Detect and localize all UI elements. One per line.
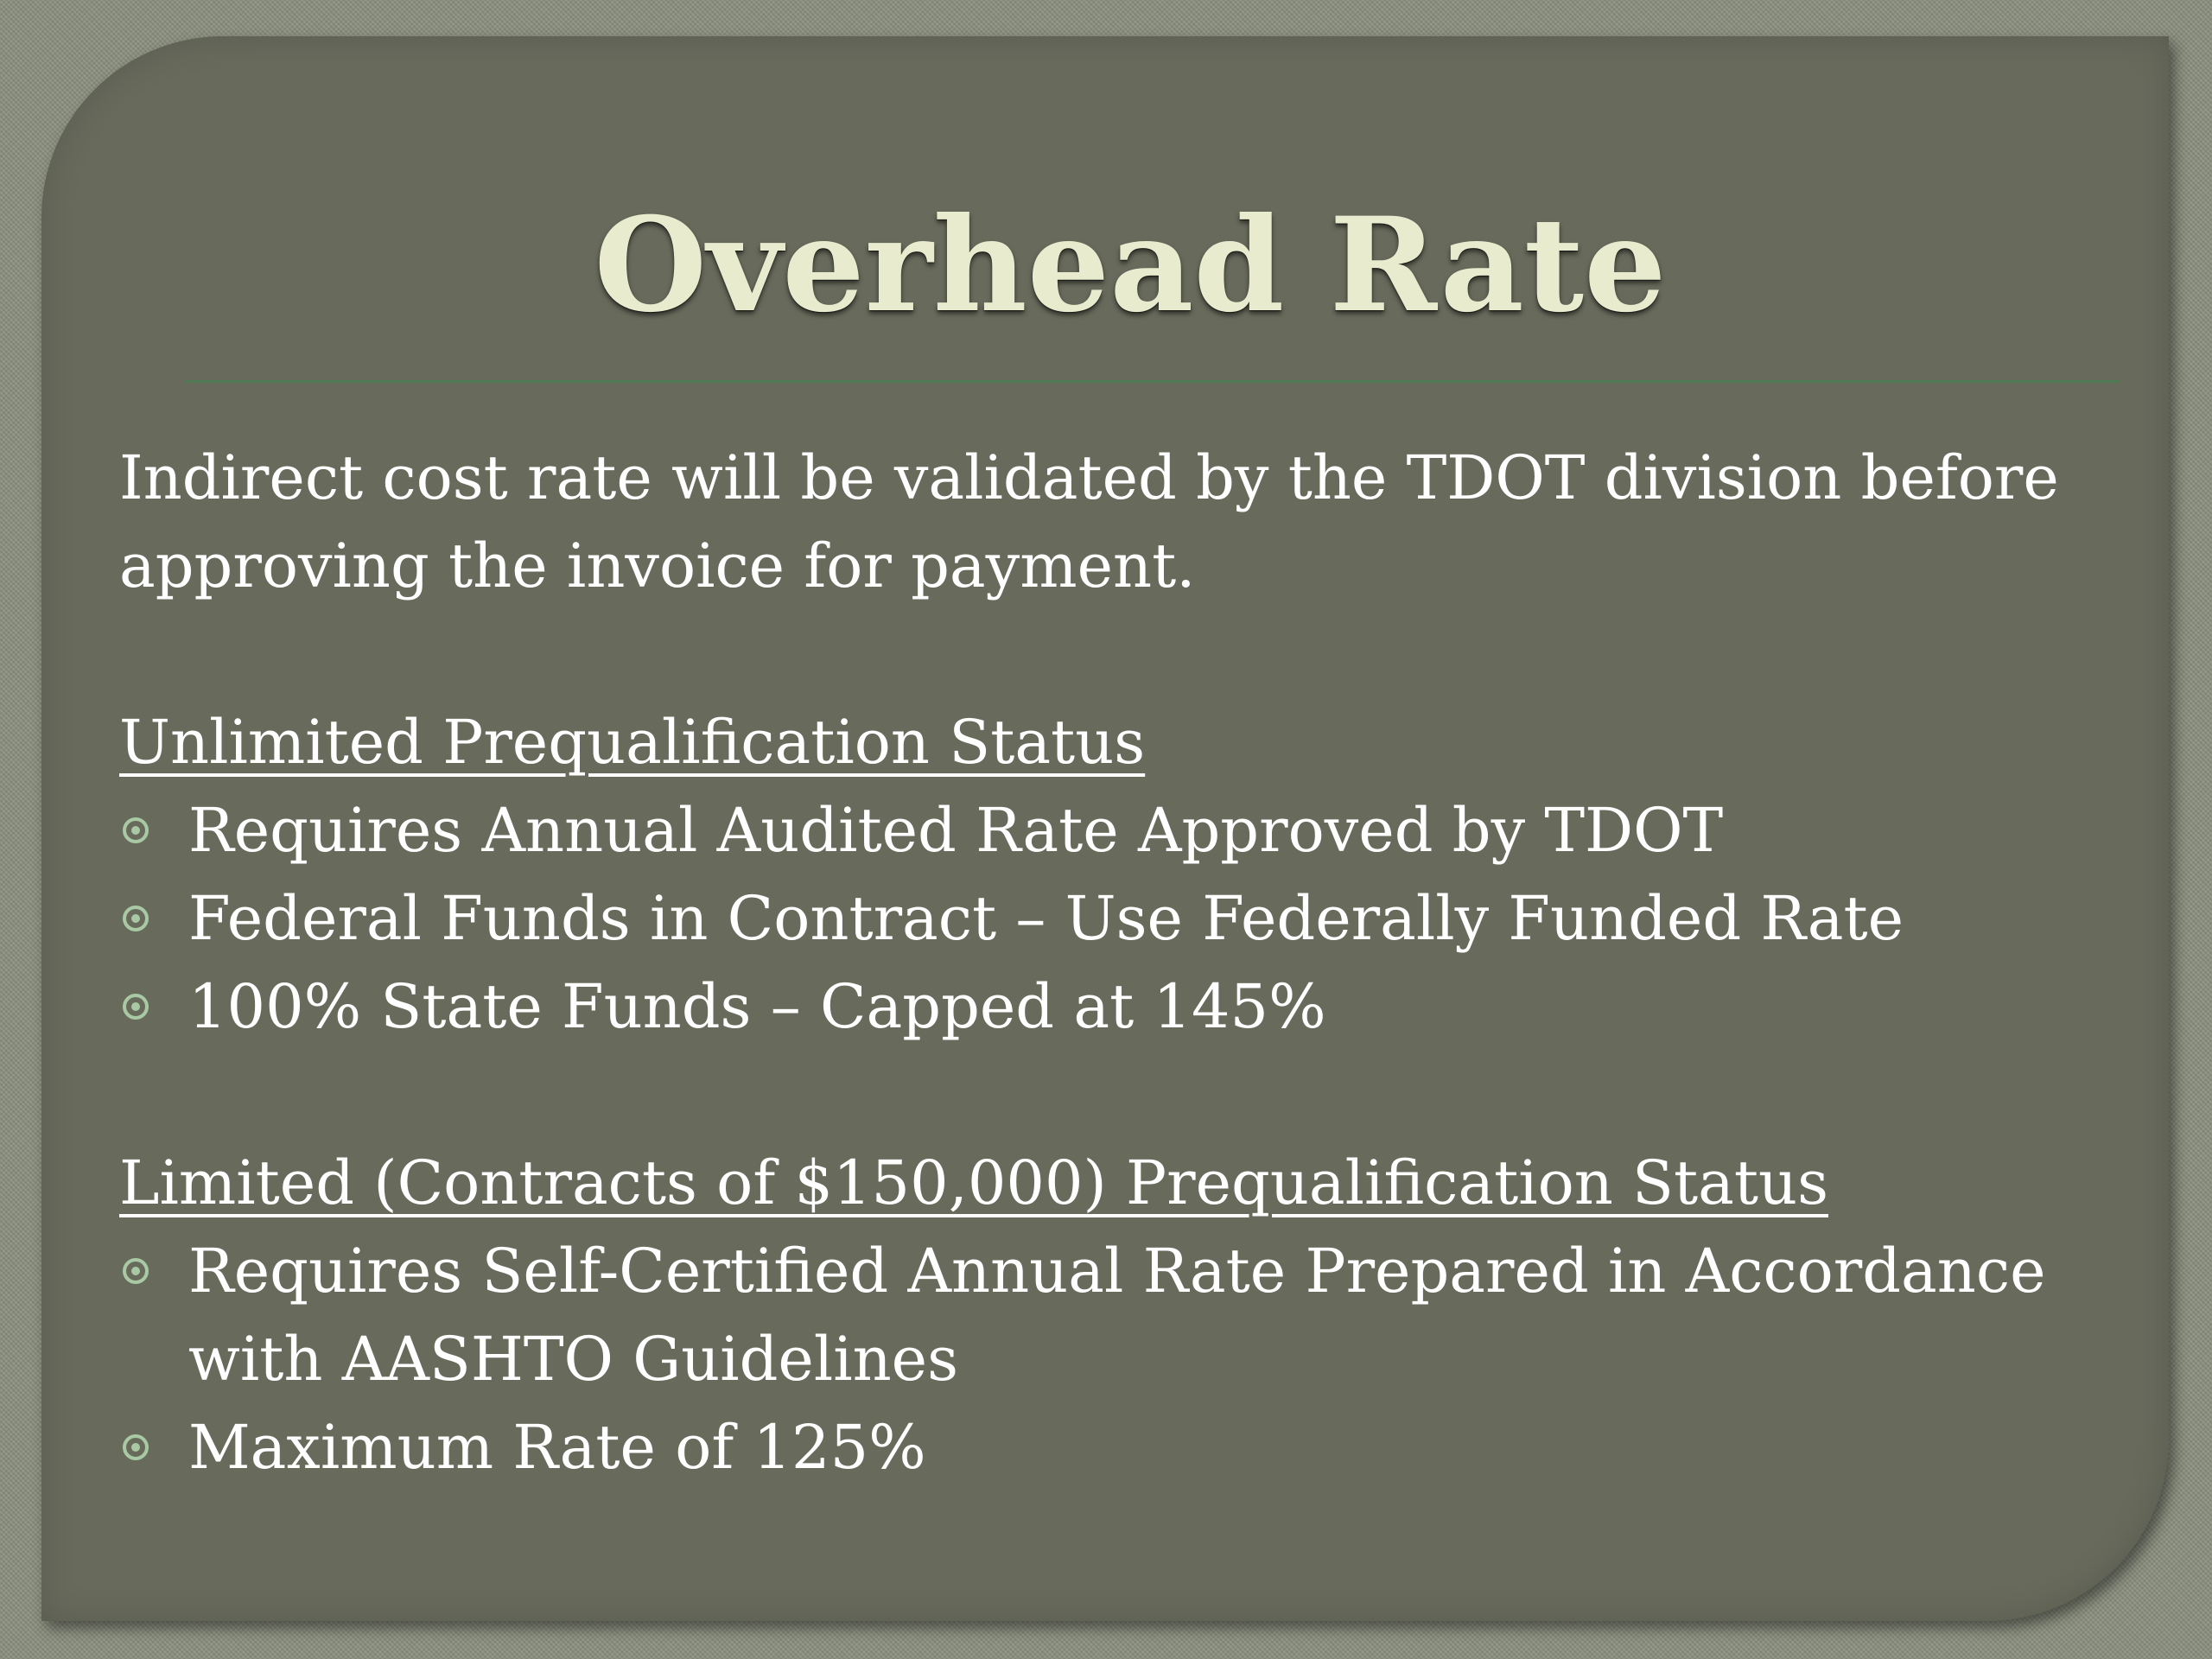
- bullet-text: 100% State Funds – Capped at 145%: [188, 971, 1326, 1042]
- circle-dot-bullet-icon: [123, 994, 149, 1020]
- slide-title: Overhead Rate: [594, 189, 1667, 341]
- bullet-text: Requires Self-Certified Annual Rate Prepared in Accordance with AASHTO Guidelines: [188, 1236, 2046, 1395]
- bullet-item: [119, 786, 2141, 874]
- bullet-item: [119, 1227, 2141, 1403]
- spacer: [119, 610, 2141, 698]
- slide-body: [119, 434, 2141, 1491]
- bullet-list-limited: [119, 1227, 2141, 1491]
- slide-panel: [41, 36, 2169, 1621]
- bullet-text: Federal Funds in Contract – Use Federally Funded Rate: [188, 883, 1904, 954]
- intro-paragraph: Indirect cost rate will be validated by the TDOT division before approving the invoice for payment.: [119, 442, 2059, 601]
- bullet-item: [119, 1403, 2141, 1491]
- title-divider: [184, 380, 2120, 383]
- spacer: [119, 1051, 2141, 1139]
- section-heading-limited: Limited (Contracts of $150,000) Prequalification Status: [119, 1147, 1829, 1218]
- circle-dot-bullet-icon: [123, 817, 149, 843]
- bullet-text: Requires Annual Audited Rate Approved by TDOT: [188, 795, 1724, 866]
- bullet-list-unlimited: [119, 786, 2141, 1051]
- bullet-item: [119, 963, 2141, 1051]
- bullet-item: [119, 874, 2141, 963]
- bullet-text: Maximum Rate of 125%: [188, 1412, 926, 1483]
- circle-dot-bullet-icon: [123, 1434, 149, 1460]
- circle-dot-bullet-icon: [123, 1258, 149, 1284]
- section-heading-unlimited: Unlimited Prequalification Status: [119, 707, 1146, 778]
- circle-dot-bullet-icon: [123, 906, 149, 931]
